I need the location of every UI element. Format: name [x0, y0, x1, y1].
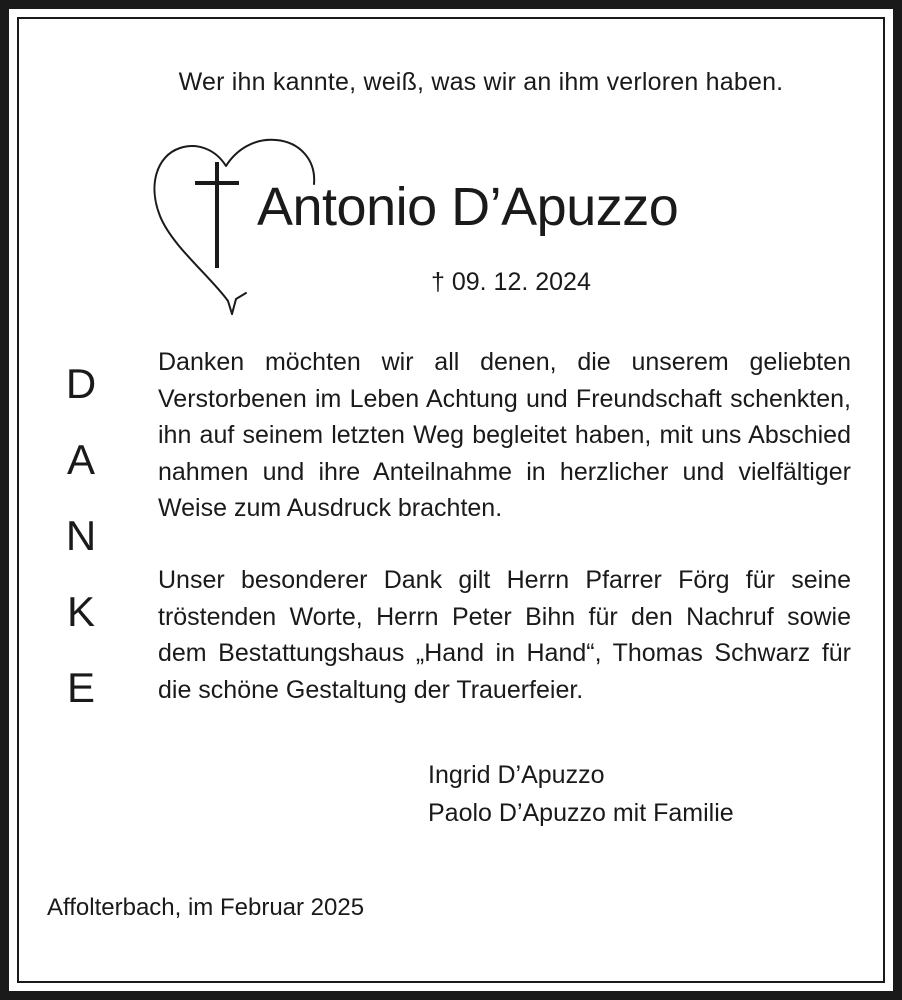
special-thanks-paragraph: Unser besonderer Dank gilt Herrn Pfarrer Förg für seine tröstenden Worte, Herrn Peter Bihn für den Nachruf sowie dem Bestattungshaus „Hand in Hand“, Thomas Schwarz für die schöne Gestaltung der Trauerfeier. [158, 566, 851, 704]
danke-letter: E [66, 664, 95, 711]
danke-letter: D [65, 360, 97, 407]
place-date: Affolterbach, im Februar 2025 [47, 894, 365, 921]
motto: Wer ihn kannte, weiß, was wir an ihm verloren haben. [178, 68, 784, 96]
deceased-name: Antonio D’Apuzzo [257, 177, 679, 237]
danke-letter: N [65, 512, 97, 559]
signature-line: Paolo D’Apuzzo mit Familie [428, 799, 734, 827]
signature-line: Ingrid D’Apuzzo [428, 761, 605, 789]
death-date: † 09. 12. 2024 [431, 268, 591, 296]
signatures [428, 756, 734, 832]
danke-vertical [56, 346, 106, 726]
danke-letter: A [66, 436, 95, 483]
thanks-paragraph: Danken möchten wir all denen, die unserem geliebten Verstorbenen im Leben Achtung und Freundschaft schenkten, ihn auf seinem letzten Weg begleitet haben, mit uns Abschied nahmen und ihre Anteilnahme in herzlicher und vielfältiger Weise zum Ausdruck brachten. [158, 348, 851, 522]
danke-letter: K [66, 588, 95, 635]
